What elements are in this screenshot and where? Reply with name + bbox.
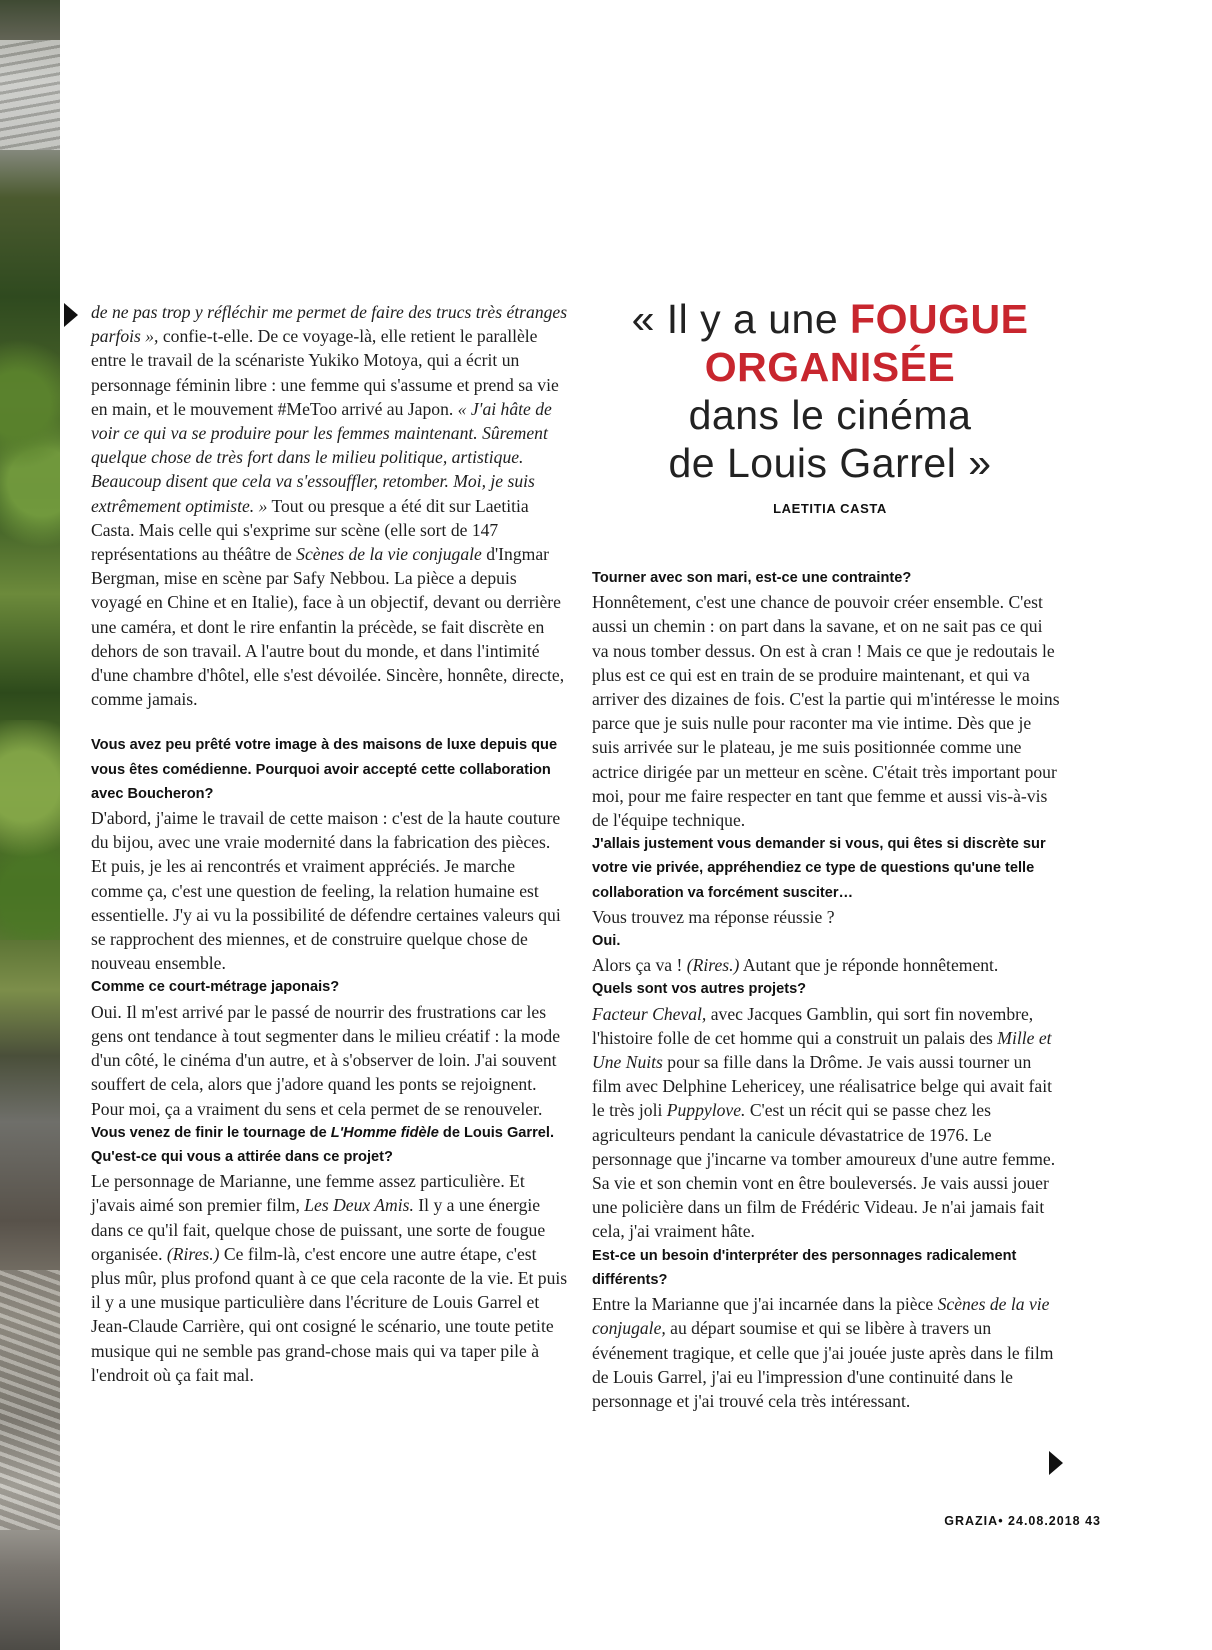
pull-quote-line-2: ORGANISÉE [704, 344, 956, 390]
intro-paragraph: de ne pas trop y réfléchir me permet de faire des trucs très étranges parfois », confie-t-elle. De ce voyage-là, elle retient le parallèle entre le travail de la scénariste Yukiko Motoya, qui a écrit un personnage féminin libre : une femme qui s'assume et prend sa vie en main, et le mouvement #MeToo arrivé au Japon. « J'ai hâte de voir ce qui va se produire pour les femmes maintenant. Sûrement quelque chose de très fort dans le milieu politique, artistique. Beaucoup disent que cela va s'essouffler, retomber. Moi, je suis extrêmement optimiste. » Tout ou presque a été dit sur Laetitia Casta. Mais celle qui s'exprime sur scène (elle sort de 147 représentations au théâtre de Scènes de la vie conjugale d'Ingmar Bergman, mise en scène par Safy Nebbou. La pièce a depuis voyagé en Chine et en Italie), face à un objectif, devant ou derrière une caméra, et dont le rire enfantin la précède, se fait discrète en dehors de son travail. A l'autre bout du monde, et dans l'intimité d'une chambre d'hôtel, elle s'est dévoilée. Sincère, honnête, directe, comme jamais. [91, 302, 568, 710]
end-marker-icon [1049, 1451, 1063, 1475]
answer-court-metrage: Oui. Il m'est arrivé par le passé de nourrir des frustrations car les gens ont tendance à tout segmenter dans le milieu créatif : la mode d'un côté, le cinéma d'un autre, et à s'observer de loin. J'ai souvent souffert de cela, alors que j'adore quand les ponts se rejoignent. Pour moi, ça a vraiment du sens et cela permet de se renouveler. [91, 1001, 561, 1119]
answer-mari: Honnêtement, c'est une chance de pouvoir créer ensemble. C'est aussi un chemin : on part dans la savane, et on ne sait pas ce qui va nous tomber dessus. On est à cran ! Mais ce que je redoutais le plus est ce qui est en train de se produire maintenant, et qui va arriver des dizaines de fois. C'est la partie qui m'intéresse le moins parce que je suis nulle pour raconter ma vie intime. Dès que je suis arrivée sur le plateau, je me suis positionnée comme une actrice dirigée par un metteur en scène. C'était très important pour moi, pour me faire respecter en tant que femme et aussi vis-à-vis de l'équipe technique. [592, 592, 1060, 831]
pull-quote [600, 295, 1060, 516]
question-vie-privee: J'allais justement vous demander si vous, qui êtes si discrète sur votre vie privée, appréhendiez ce type de questions qu'une telle collaboration va forcément susciter… [592, 836, 1046, 901]
answer-personnages: Entre la Marianne que j'ai incarnée dans la pièce Scènes de la vie conjugale, au départ soumise et qui se libère à travers un événement tragique, et celle que j'ai jouée juste après dans le film de Louis Garrel, j'ai eu l'impression d'une continuité dans le personnage et j'ai trouvé cela très intéressant. [592, 1294, 1054, 1411]
question-projets: Quels sont vos autres projets? [592, 981, 807, 998]
answer-oui: Alors ça va ! (Rires.) Autant que je réponde honnêtement. [592, 955, 999, 976]
left-column [91, 300, 569, 1387]
answer-boucheron: D'abord, j'aime le travail de cette maison : c'est de la haute couture du bijou, avec une vraie modernité dans la fabrication des pièces. Et puis, je les ai rencontrés et vraiment appréciés. Je marche comme ça, c'est une question de feeling, la relation humaine est essentielle. J'y ai vu la possibilité de défendre certaines valeurs qui se rapprochent des miennes, et de construire quelque chose de nouveau ensemble. [91, 808, 561, 974]
question-personnages: Est-ce un besoin d'interpréter des personnages radicalement différents? [592, 1247, 1017, 1288]
answer-projets: Facteur Cheval, avec Jacques Gamblin, qui sort fin novembre, l'histoire folle de cet homme qui a construit un palais des Mille et Une Nuits pour sa fille dans la Drôme. Je vais aussi tourner un film avec Delphine Lehericey, une réalisatrice belge qui avait fait le très joli Puppylove. C'est un récit qui se passe chez les agriculteurs pendant la canicule dévastatrice de 1976. Le personnage que j'incarne va tomber amoureux d'une autre femme. Sa vie et son chemin vont en être bouleversés. Je vais aussi jouer une policière dans un film de Frédéric Videau. Je n'ai jamais fait cela, j'ai vraiment hâte. [592, 1003, 1056, 1242]
question-court-metrage: Comme ce court-métrage japonais? [91, 979, 340, 996]
answer-homme-fidele: Le personnage de Marianne, une femme assez particulière. Et j'avais aimé son premier film, Les Deux Amis. Il y a une énergie dans ce qu'il fait, quelque chose de puissant, une sorte de fougue organisée. (Rires.) Ce film-là, c'est encore une autre étape, c'est plus mûr, plus profond quant à ce que cela raconte de la vie. Et puis il y a une musique particulière dans l'écriture de Louis Garrel et Jean-Claude Carrière, qui ont cosigné le scénario, une toute petite musique qui ne semble pas grand-chose mais qui va taper pile à l'endroit où ça fait mal. [91, 1171, 568, 1385]
page-footer: GRAZIA• 24.08.2018 43 [944, 1514, 1101, 1528]
pull-quote-line-4: de Louis Garrel » [668, 440, 992, 486]
continue-marker-icon [64, 303, 78, 327]
page-number: 43 [1085, 1514, 1101, 1528]
question-boucheron: Vous avez peu prêté votre image à des maisons de luxe depuis que vous êtes comédienne. Pourquoi avoir accepté cette collaboration avec Boucheron? [91, 737, 558, 802]
question-oui: Oui. [592, 933, 621, 950]
moss-detail [0, 720, 60, 940]
pull-quote-line-1: « Il y a une FOUGUE [631, 296, 1029, 342]
pull-quote-author: LAETITIA CASTA [773, 501, 887, 516]
water-detail [0, 1270, 60, 1530]
photo-strip [0, 0, 60, 1650]
magazine-name: GRAZIA [944, 1514, 999, 1528]
roof-detail [0, 40, 60, 150]
moss-detail [0, 300, 60, 560]
pull-quote-line-3: dans le cinéma [688, 392, 972, 438]
answer-vie-privee: Vous trouvez ma réponse réussie ? [592, 906, 835, 927]
right-column [592, 566, 1062, 1413]
question-homme-fidele: Vous venez de finir le tournage de L'Homme fidèle de Louis Garrel. Qu'est-ce qui vous a attirée dans ce projet? [91, 1124, 555, 1165]
issue-date: 24.08.2018 [1008, 1514, 1081, 1528]
question-mari: Tourner avec son mari, est-ce une contrainte? [592, 570, 912, 586]
